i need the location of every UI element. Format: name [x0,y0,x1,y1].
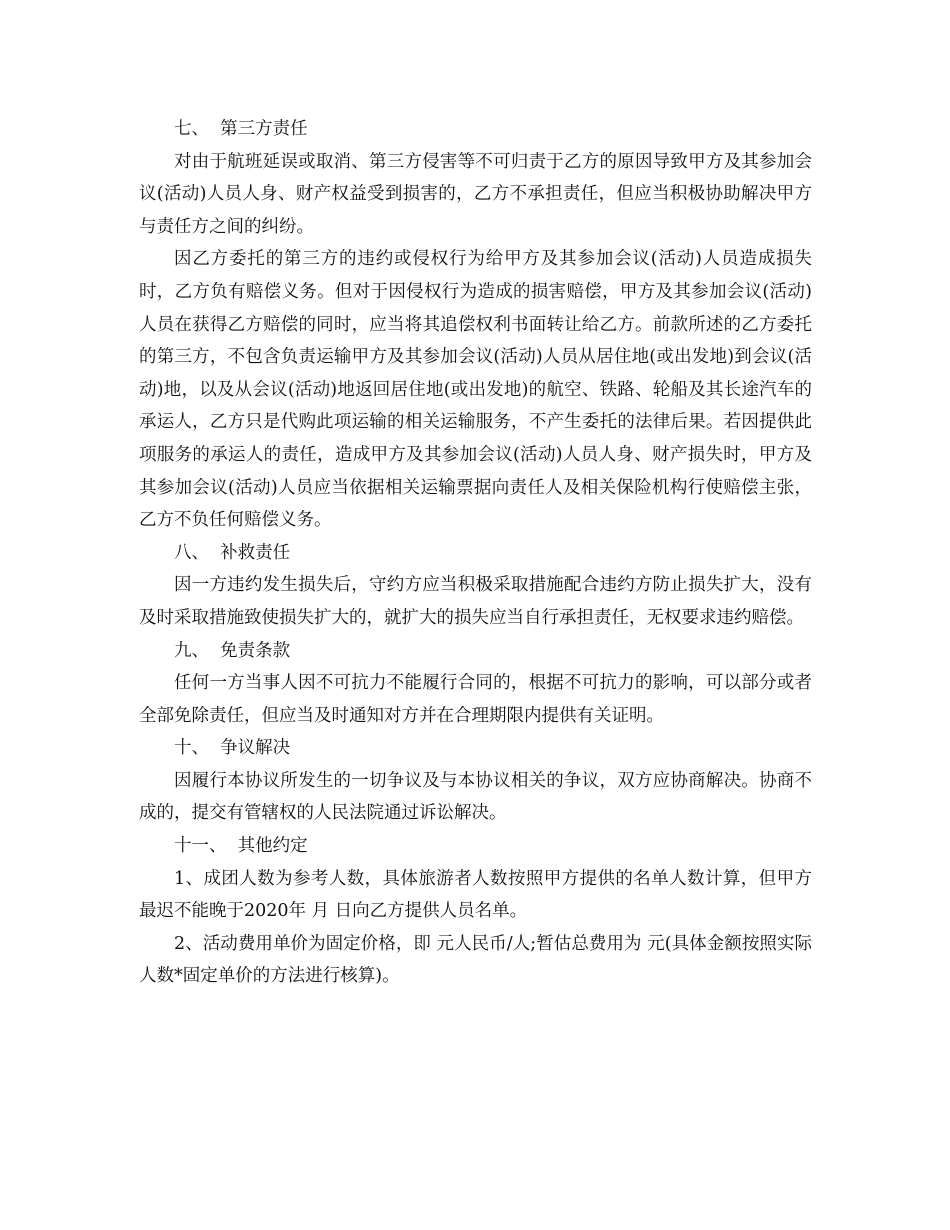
section-heading-11: 十一、 其他约定 [174,836,308,857]
section-7-paragraph-2: 因乙方委托的第三方的违约或侵权行为给甲方及其参加会议(活动)人员造成损失时，乙方负有赔偿义务。但对于因侵权行为造成的损害赔偿，甲方及其参加会议(活动)人员在获得乙方赔偿的同时，应当将其追偿权利书面转让给乙方。前款所述的乙方委托的第三方，不包含负责运输甲方及其参加会议(活动)人员从居住地(或出发地)到会议(活动)地，以及从会议(活动)地返回居住地(或出发地)的航空、铁路、轮船及其长途汽车的承运人，乙方只是代购此项运输的相关运输服务，不产生委托的法律后果。若因提供此项服务的承运人的责任，造成甲方及其参加会议(活动)人员人身、财产损失时，甲方及其参加会议(活动)人员应当依据相关运输票据向责任人及相关保险机构行使赔偿主张，乙方不负任何赔偿义务。 [139,249,812,531]
section-heading-9: 九、 免责条款 [174,640,291,661]
section-7-paragraph-1: 对由于航班延误或取消、第三方侵害等不可归责于乙方的原因导致甲方及其参加会议(活动)人员人身、财产权益受到损害的，乙方不承担责任，但应当积极协助解决甲方与责任方之间的纠纷。 [139,151,812,237]
section-10-paragraph-1: 因履行本协议所发生的一切争议及与本协议相关的争议，双方应协商解决。协商不成的，提交有管辖权的人民法院通过诉讼解决。 [139,770,812,824]
document-body [139,113,812,993]
section-8-paragraph-1: 因一方违约发生损失后，守约方应当积极采取措施配合违约方防止损失扩大，没有及时采取措施致使损失扩大的，就扩大的损失应当自行承担责任，无权要求违约赔偿。 [139,575,812,628]
section-heading-7: 七、 第三方责任 [174,119,308,139]
section-heading-8: 八、 补救责任 [174,542,291,563]
section-11-paragraph-1: 1、成团人数为参考人数，具体旅游者人数按照甲方提供的名单人数计算，但甲方最迟不能晚于2020年 月 日向乙方提供人员名单。 [139,868,812,922]
section-11-paragraph-2: 2、活动费用单价为固定价格，即 元人民币/人;暂估总费用为 元(具体金额按照实际人数*固定单价的方法进行核算)。 [139,933,812,987]
section-9-paragraph-1: 任何一方当事人因不可抗力不能履行合同的，根据不可抗力的影响，可以部分或者全部免除责任，但应当及时通知对方并在合理期限内提供有关证明。 [139,673,812,726]
section-heading-10: 十、 争议解决 [174,738,291,759]
